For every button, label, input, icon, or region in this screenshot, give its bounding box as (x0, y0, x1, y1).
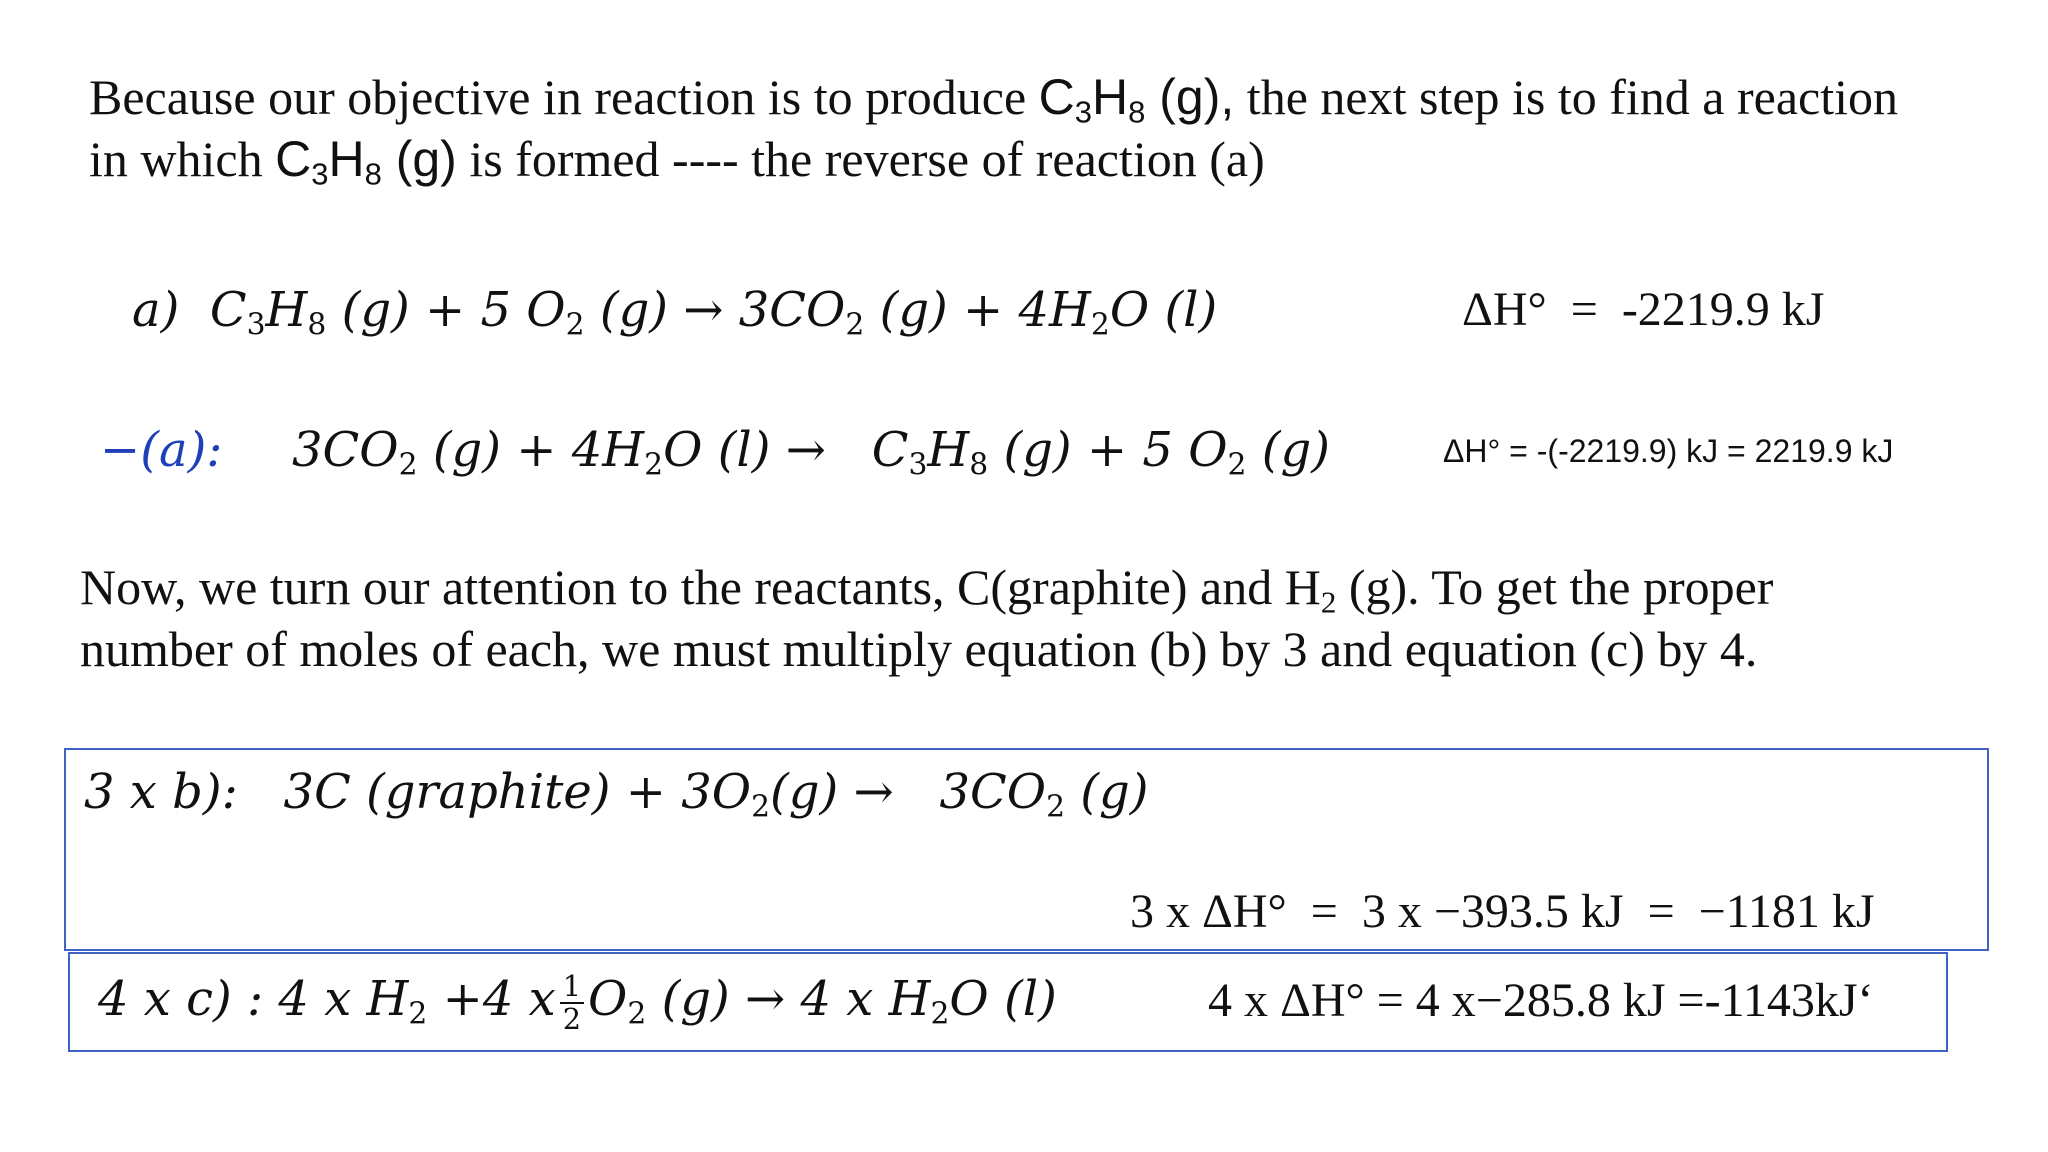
equation-reverse-a: $3CO_2$ $(g) + 4H_2O$ (l) → $C_3H_8$ (g) + 5 $O_2$ (g) (292, 422, 1330, 483)
equation-c: 4 x c) : 4 x $H_2 +4$ x $\frac{1}{2}$ $O_2$ (g) → 4 x $H_2O$ (l) (98, 969, 1057, 1036)
enthalpy-a: ΔH° = -2219.9 kJ (1462, 283, 1825, 336)
equation-c-box (68, 952, 1948, 1052)
equation-a: a) $C_3H_8$ (g) + 5 $O_2$ $(g) \to 3CO_2$ $(g) + 4H_2O$ (l) (132, 282, 1218, 343)
equation-label: 3 x b): (84, 764, 238, 820)
equation-b: 3 x b): 3C (graphite) + $3O_2(g)$ → $3CO_2$ (g) (84, 764, 1149, 825)
equation-b-box (64, 748, 1989, 951)
reactants-line-1: Now, we turn our attention to the reactants, C(graphite) and $H_2$ (g). To get the proper (80, 559, 1774, 620)
enthalpy-c: 4 x ΔH° = 4 x−285.8 kJ =-1143kJ‘ (1208, 974, 1874, 1027)
propane-formula: $C_3H_8$ (g), (1038, 69, 1235, 130)
enthalpy-b: 3 x ΔH° = 3 x −393.5 kJ = −1181 kJ (1130, 885, 1875, 938)
one-half-fraction: $\frac{1}{2}$ (560, 971, 584, 1033)
equation-reverse-a-label: −(a): (100, 422, 223, 478)
intro-line-1: Because our objective in reaction is to produce $C_3H_8$ (g), the next step is to find a reaction (89, 69, 1898, 130)
enthalpy-reverse-a: ΔH° = -(-2219.9) kJ = 2219.9 kJ (1443, 433, 1894, 469)
intro-line-2: in which $C_3H_8$ (g) is formed ---- the reverse of reaction (a) (89, 131, 1265, 192)
equation-label: a) (132, 282, 180, 338)
propane-formula: $C_3H_8$ (275, 131, 382, 192)
reactants-line-2: number of moles of each, we must multiply equation (b) by 3 and equation (c) by 4. (80, 621, 1758, 677)
